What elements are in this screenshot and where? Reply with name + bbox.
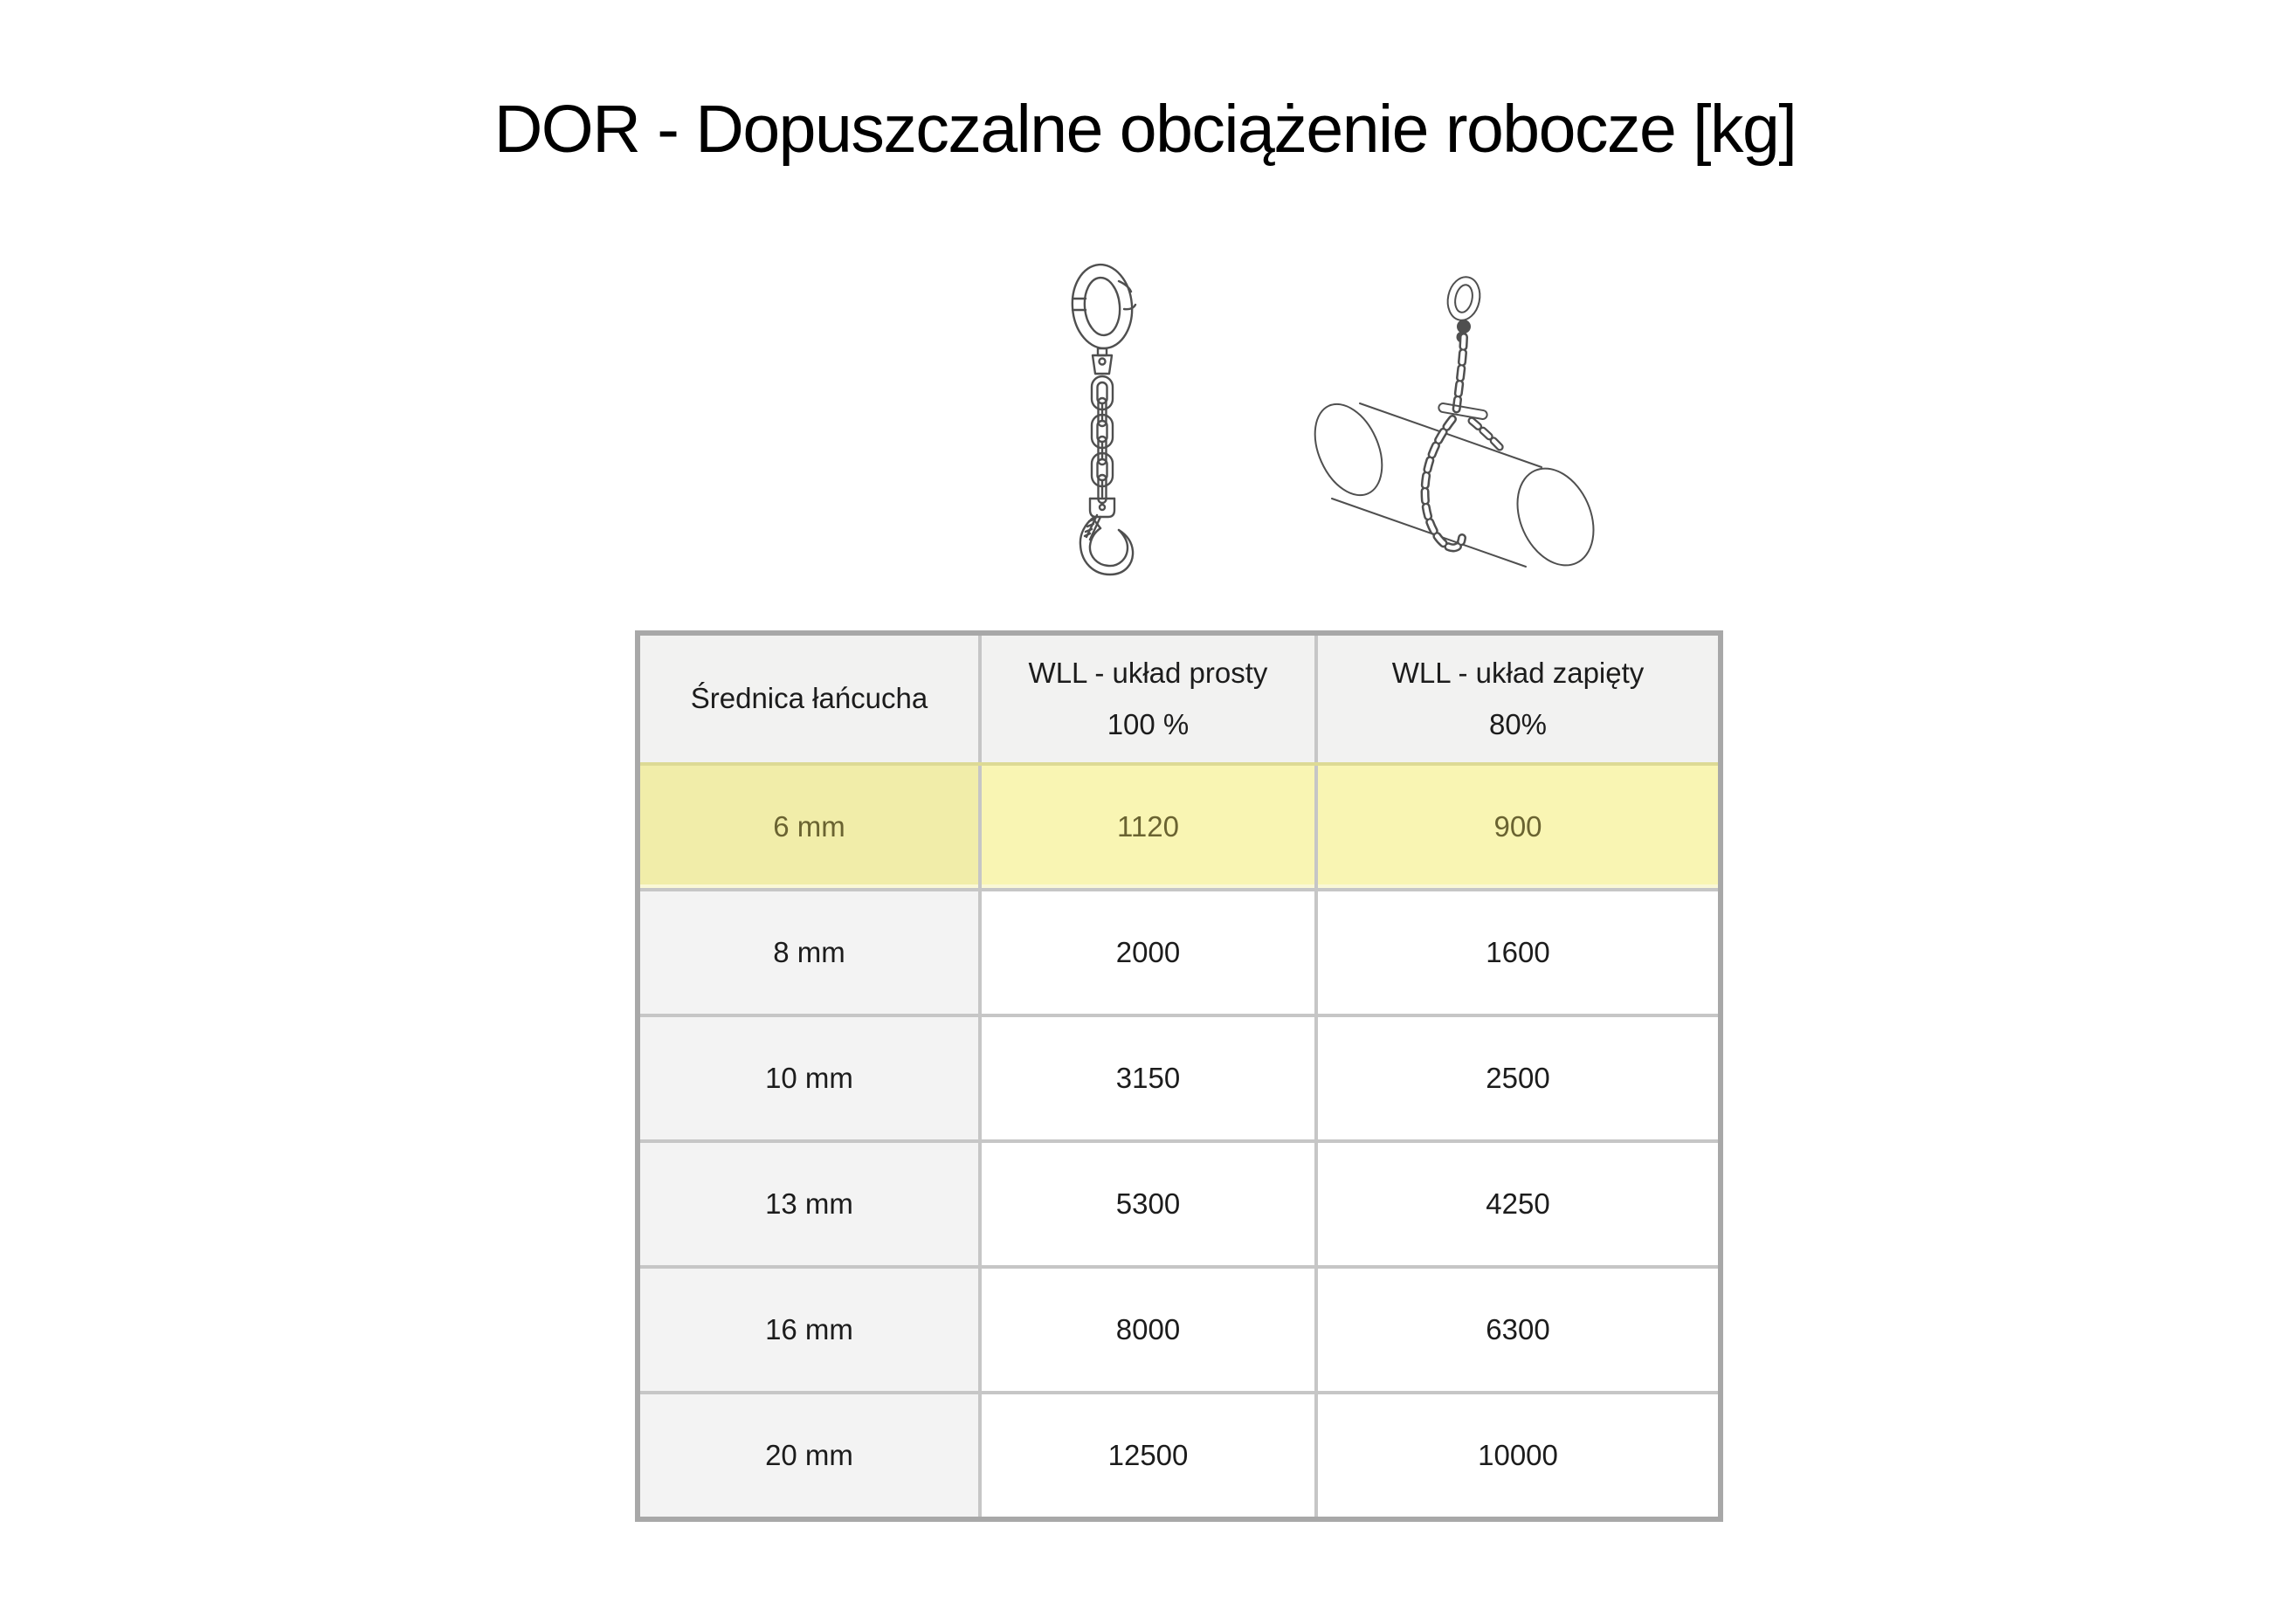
col-header-diameter: [638, 633, 980, 764]
chain-leg-icon: [1456, 337, 1464, 414]
diameter-cell: 13 mm: [638, 1141, 980, 1267]
chain-leg-icon: [1092, 376, 1113, 503]
col-header-diameter-label: Średnica łańcucha: [690, 682, 928, 715]
diameter-cell: 8 mm: [638, 890, 980, 1015]
wll-100-cell: 5300: [980, 1141, 1316, 1267]
sling-hook-icon: [1080, 499, 1133, 575]
wll-100-cell: 8000: [980, 1267, 1316, 1393]
diameter-cell: 16 mm: [638, 1267, 980, 1393]
table-row-16mm[interactable]: [638, 1267, 1721, 1393]
diameter-cell: 10 mm: [638, 1015, 980, 1141]
wll-80-cell: 10000: [1316, 1393, 1721, 1519]
single-leg-chain-sling-illustration: [996, 227, 1231, 604]
toggle-bar-icon: [1438, 403, 1488, 420]
master-link-icon: [1069, 262, 1135, 351]
wll-80-cell: 2500: [1316, 1015, 1721, 1141]
table-row-20mm[interactable]: [638, 1393, 1721, 1519]
col-header-wll-choked: WLL - układ zapięty 80%: [1316, 633, 1721, 764]
diameter-cell: 6 mm: [638, 764, 980, 890]
wll-80-cell: 4250: [1316, 1141, 1721, 1267]
col-header-wll-straight: WLL - układ prosty 100 %: [980, 633, 1316, 764]
wll-100-cell: 3150: [980, 1015, 1316, 1141]
choker-hitch-illustration: [1306, 246, 1655, 578]
choker-chain-icon: [1425, 419, 1502, 547]
table-row-13mm[interactable]: [638, 1141, 1721, 1267]
table-row-10mm[interactable]: [638, 1015, 1721, 1141]
wll-80-cell: 900: [1316, 764, 1721, 890]
wll-100-cell: 12500: [980, 1393, 1316, 1519]
wll-100-cell: 1120: [980, 764, 1316, 890]
wll-100-cell: 2000: [980, 890, 1316, 1015]
page-title: DOR - Dopuszczalne obciążenie robocze [kg]: [493, 92, 1797, 167]
master-link-icon: [1444, 274, 1484, 323]
table-header-row: [638, 633, 1721, 764]
wll-80-cell: 6300: [1316, 1267, 1721, 1393]
wll-80-cell: 1600: [1316, 890, 1721, 1015]
table-row-6mm[interactable]: [638, 764, 1721, 890]
connecting-link-icon: [1093, 348, 1112, 374]
diameter-cell: 20 mm: [638, 1393, 980, 1519]
table-row-8mm[interactable]: [638, 890, 1721, 1015]
wll-table: [635, 630, 1723, 1522]
